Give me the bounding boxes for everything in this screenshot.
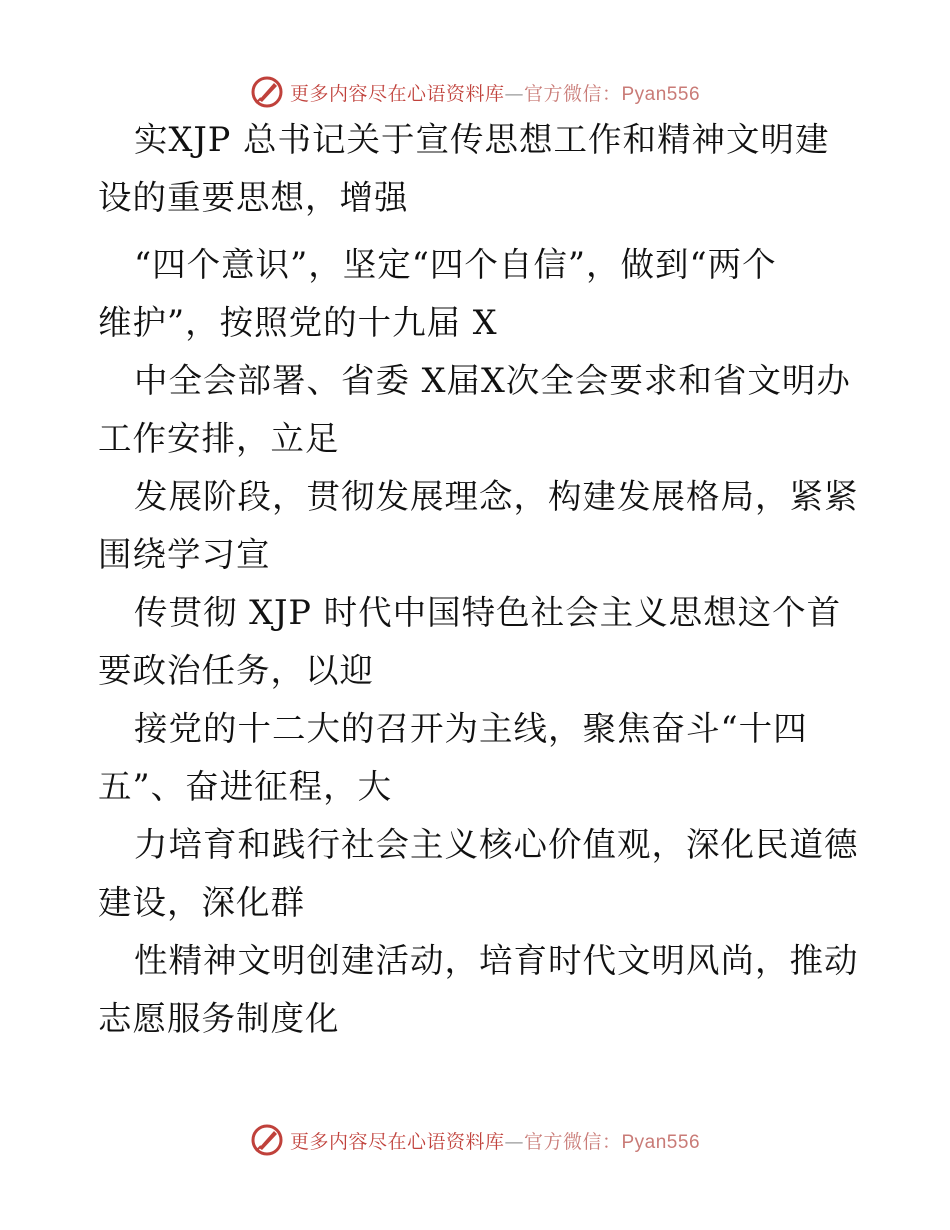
footer-wechat-text: 官方微信：Pyan556 bbox=[524, 1131, 701, 1153]
footer-text bbox=[290, 1127, 700, 1154]
footer-site-text: 更多内容尽在心语资料库 bbox=[289, 1130, 505, 1153]
footer-banner bbox=[0, 1120, 950, 1160]
header-dash: — bbox=[504, 82, 524, 105]
quill-logo-icon bbox=[250, 1123, 284, 1157]
body-line: 围绕学习宣 bbox=[98, 535, 271, 574]
quill-logo-icon bbox=[250, 75, 284, 109]
body-line: 要政治任务，以迎 bbox=[98, 651, 374, 690]
body-line: 传贯彻 XJP 时代中国特色社会主义思想这个首 bbox=[134, 593, 842, 632]
body-line: 发展阶段，贯彻发展理念，构建发展格局，紧紧 bbox=[134, 477, 859, 516]
body-line: 工作安排，立足 bbox=[98, 419, 340, 458]
body-line: 五”、奋进征程，大 bbox=[98, 767, 393, 806]
body-line: “四个意识”，坚定“四个自信”，做到“两个 bbox=[134, 245, 777, 284]
body-line: 设的重要思想，增强 bbox=[98, 178, 409, 217]
header-banner bbox=[0, 72, 950, 112]
header-wechat-text: 官方微信：Pyan556 bbox=[524, 83, 701, 105]
body-line: 维护”，按照党的十九届 X bbox=[98, 303, 498, 342]
footer-dash: — bbox=[504, 1130, 524, 1153]
body-line: 实XJP 总书记关于宣传思想工作和精神文明建 bbox=[134, 120, 830, 159]
body-line: 志愿服务制度化 bbox=[98, 999, 340, 1038]
body-line: 建设，深化群 bbox=[98, 883, 305, 922]
body-line: 力培育和践行社会主义核心价值观，深化民道德 bbox=[134, 825, 859, 864]
body-line: 中全会部署、省委 X届X次全会要求和省文明办 bbox=[134, 361, 851, 400]
header-site-text: 更多内容尽在心语资料库 bbox=[289, 82, 505, 105]
body-line: 性精神文明创建活动，培育时代文明风尚，推动 bbox=[134, 941, 859, 980]
body-line: 接党的十二大的召开为主线，聚焦奋斗“十四 bbox=[134, 709, 808, 748]
header-text bbox=[290, 79, 700, 106]
